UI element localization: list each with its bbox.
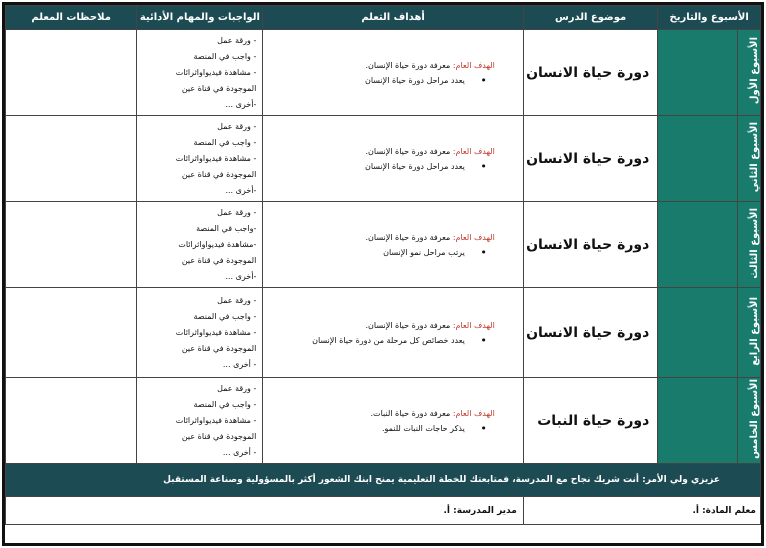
- week-label: الأسبوع الثالث: [749, 207, 760, 279]
- week-label: الأسبوع الأول: [749, 37, 760, 105]
- week-date-cell[interactable]: [658, 288, 737, 378]
- learning-objective: [263, 116, 523, 202]
- task-item: - واجب في المنصة: [193, 51, 257, 61]
- learning-objective: [263, 202, 523, 288]
- weekly-plan-table: [5, 5, 761, 525]
- weekly-plan-frame: [2, 2, 764, 546]
- task-item: الموجودة في قناة عين: [181, 255, 257, 265]
- objective-bullet: • يعدد مراحل دورة حياة الإنسان: [269, 162, 486, 171]
- week-row: [6, 116, 761, 202]
- parent-message: عزيزي ولي الأمر: أنت شريك نجاح مع المدرسة، فمتابعتك للخطة التعليمية يمنح ابنك الشعور أكثر بالمسؤولية وصناعة المستقبل: [6, 464, 761, 497]
- goal-text: معرفة دورة حياة الإنسان.: [365, 320, 453, 330]
- lesson-topic: دورة حياة الانسان: [523, 202, 657, 288]
- header-lesson-topic: موضوع الدرس: [523, 6, 657, 30]
- week-label-cell: [737, 288, 760, 378]
- parent-message-row: [6, 464, 761, 497]
- week-label: الأسبوع الثاني: [749, 121, 760, 193]
- task-item: - مشاهدة فيديواواثرائات: [175, 67, 257, 77]
- week-row: [6, 30, 761, 116]
- tasks-cell: [137, 378, 263, 464]
- task-item: - مشاهدة فيديواواثرائات: [175, 153, 257, 163]
- goal-key: الهدف العام:: [452, 146, 495, 156]
- task-item: - ورقة عمل: [217, 383, 257, 393]
- goal-text: معرفة دورة حياة الإنسان.: [365, 60, 453, 70]
- header-row: [6, 6, 761, 30]
- week-label-cell: [737, 116, 760, 202]
- header-tasks: الواجبات والمهام الأدائية: [137, 6, 263, 30]
- tasks-cell: [137, 30, 263, 116]
- teacher-notes-cell[interactable]: [6, 202, 137, 288]
- goal-key: الهدف العام:: [452, 232, 495, 242]
- task-item: - واجب في المنصة: [193, 399, 257, 409]
- task-item: -أخرى ...: [225, 185, 257, 195]
- teacher-notes-cell[interactable]: [6, 30, 137, 116]
- learning-objective: [263, 30, 523, 116]
- tasks-cell: [137, 202, 263, 288]
- week-date-cell[interactable]: [658, 202, 737, 288]
- week-label-cell: [737, 378, 760, 464]
- teacher-notes-cell[interactable]: [6, 378, 137, 464]
- teacher-notes-cell[interactable]: [6, 116, 137, 202]
- task-item: -أخرى ...: [225, 271, 257, 281]
- goal-text: معرفة دورة حياة الإنسان.: [365, 146, 453, 156]
- header-learning-objectives: أهداف التعلم: [263, 6, 523, 30]
- lesson-topic: دورة حياة النبات: [523, 378, 657, 464]
- task-item: - ورقة عمل: [217, 295, 257, 305]
- task-item: - واجب في المنصة: [193, 137, 257, 147]
- principal-signature: مدير المدرسة: أ.: [6, 497, 524, 525]
- task-item: - أخرى ...: [222, 359, 257, 369]
- tasks-cell: [137, 288, 263, 378]
- task-item: - واجب في المنصة: [193, 311, 257, 321]
- teacher-signature: معلم المادة: أ.: [523, 497, 760, 525]
- header-week-date: الأسبوع والتاريخ: [658, 6, 761, 30]
- task-item: الموجودة في قناة عين: [181, 431, 257, 441]
- task-item: الموجودة في قناة عين: [181, 83, 257, 93]
- task-item: -مشاهدة فيديواواثرائات: [178, 239, 257, 249]
- week-date-cell[interactable]: [658, 116, 737, 202]
- task-item: الموجودة في قناة عين: [181, 169, 257, 179]
- lesson-topic: دورة حياة الانسان: [523, 30, 657, 116]
- objective-bullet: • يعدد مراحل دورة حياة الإنسان: [269, 76, 486, 85]
- goal-text: معرفة دورة حياة الإنسان.: [365, 232, 453, 242]
- teacher-notes-cell[interactable]: [6, 288, 137, 378]
- week-label: الأسبوع الرابع: [749, 296, 760, 366]
- task-item: - ورقة عمل: [217, 207, 257, 217]
- task-item: - أخرى ...: [222, 447, 257, 457]
- header-teacher-notes: ملاحظات المعلم: [6, 6, 137, 30]
- task-item: - ورقة عمل: [217, 121, 257, 131]
- week-label: الأسبوع الخامس: [749, 379, 760, 459]
- task-item: - مشاهدة فيديواواثرائات: [175, 415, 257, 425]
- learning-objective: [263, 378, 523, 464]
- goal-key: الهدف العام:: [452, 320, 495, 330]
- goal-text: معرفة دورة حياة النبات.: [370, 408, 453, 418]
- week-row: [6, 378, 761, 464]
- task-item: - ورقة عمل: [217, 35, 257, 45]
- week-row: [6, 288, 761, 378]
- goal-key: الهدف العام:: [452, 60, 495, 70]
- goal-key: الهدف العام:: [452, 408, 495, 418]
- objective-bullet: • يرتب مراحل نمو الإنسان: [269, 248, 486, 257]
- task-item: - مشاهدة فيديواواثرائات: [175, 327, 257, 337]
- tasks-cell: [137, 116, 263, 202]
- learning-objective: [263, 288, 523, 378]
- task-item: -واجب في المنصة: [196, 223, 257, 233]
- task-item: -أخرى ...: [225, 99, 257, 109]
- objective-bullet: • يعدد خصائص كل مرحلة من دورة حياة الإنسان: [269, 336, 486, 345]
- task-item: الموجودة في قناة عين: [181, 343, 257, 353]
- week-label-cell: [737, 30, 760, 116]
- week-row: [6, 202, 761, 288]
- week-label-cell: [737, 202, 760, 288]
- week-date-cell[interactable]: [658, 378, 737, 464]
- signature-row: [6, 497, 761, 525]
- lesson-topic: دورة حياة الانسان: [523, 288, 657, 378]
- lesson-topic: دورة حياة الانسان: [523, 116, 657, 202]
- week-date-cell[interactable]: [658, 30, 737, 116]
- objective-bullet: • يذكر حاجات النبات للنمو.: [269, 424, 486, 433]
